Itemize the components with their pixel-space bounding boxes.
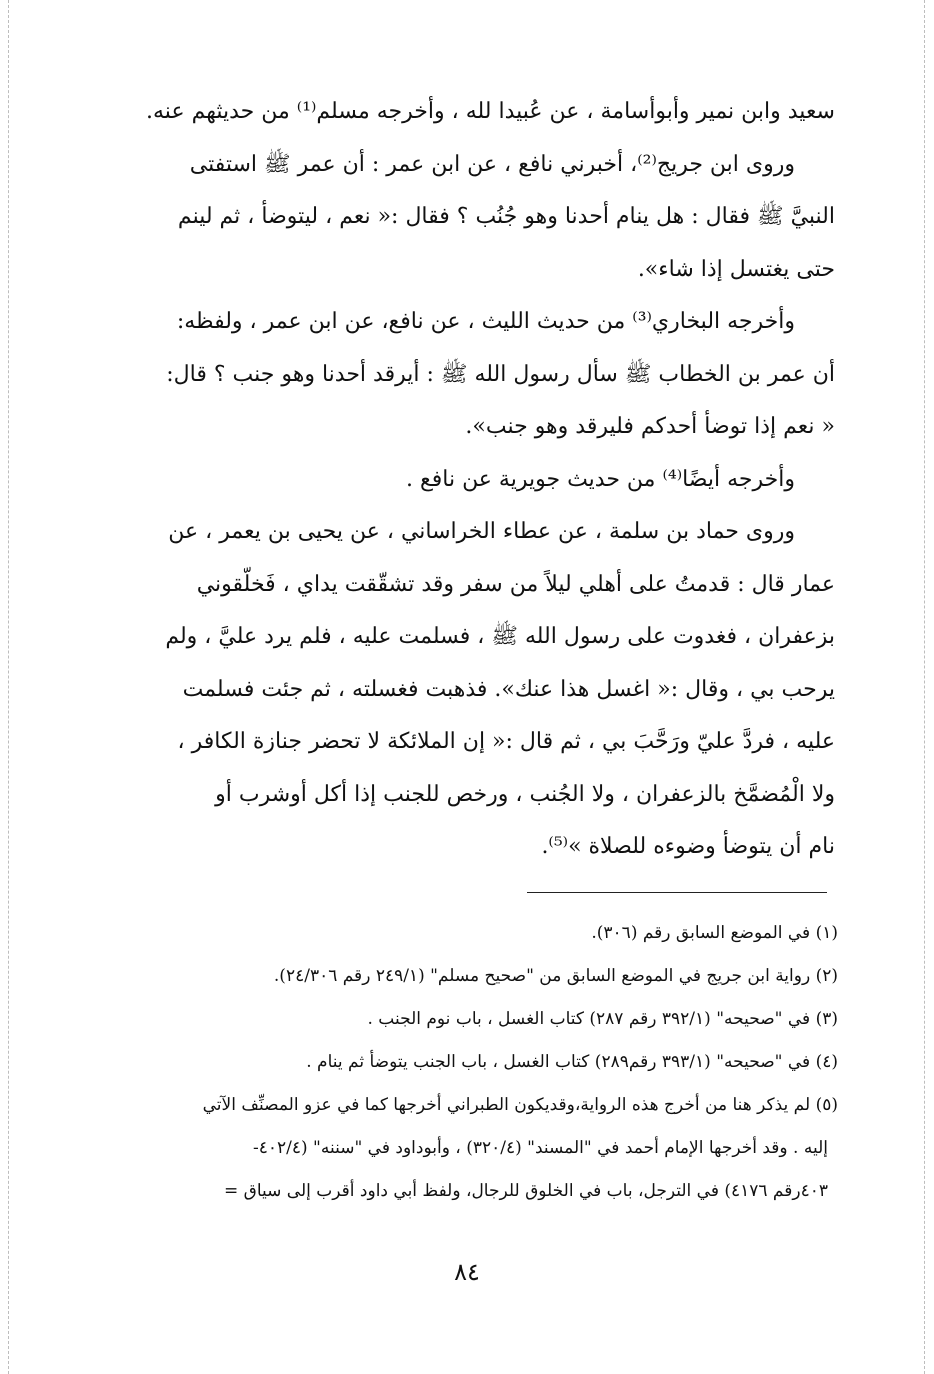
footnote-line: (٣) في "صحيحه" (٣٩٢/١ رقم ٢٨٧) كتاب الغسل ، باب نوم الجنب .: [367, 1009, 838, 1029]
page-number: ٨٤: [454, 1258, 480, 1286]
text-line: حتى يغتسل إذا شاء».: [637, 256, 835, 282]
text-line: بزعفران ، فغدوت على رسول الله ﷺ ، فسلمت عليه ، فلم يرد عليَّ ، ولم: [165, 624, 835, 649]
text-line: وأخرجه أيضًا⁽⁴⁾ من حديث جويرية عن نافع .: [406, 466, 795, 492]
footnote-line: إليه . وقد أخرجها الإمام أحمد في "المسند" (٣٢٠/٤) ، وأبوداود في "سننه" (٤٠٢/٤-: [252, 1138, 828, 1158]
text-line: يرحب بي ، وقال :« اغسل هذا عنك». فذهبت فغسلته ، ثم جئت فسلمت: [182, 676, 835, 702]
text-line: وأخرجه البخاري⁽³⁾ من حديث الليث ، عن نافع، عن ابن عمر ، ولفظه:: [176, 309, 795, 334]
text-line: ولا الْمُضمَّخ بالزعفران ، ولا الجُنب ، ورخص للجنب إذا أكل أوشرب أو: [215, 781, 835, 807]
text-line: عليه ، فردَّ عليّ ورَحَّبَ بي ، ثم قال :« إن الملائكة لا تحضر جنازة الكافر ،: [177, 729, 835, 754]
text-line: نام أن يتوضأ وضوءه للصلاة »⁽⁵⁾.: [541, 834, 835, 859]
footnote-line: (٢) رواية ابن جريج في الموضع السابق من "صحيح مسلم" (٢٤٩/١ رقم ٢٤/٣٠٦).: [273, 966, 838, 986]
footnote-line: (٤) في "صحيحه" (٣٩٣/١ رقم٢٨٩) كتاب الغسل ، باب الجنب يتوضأ ثم ينام .: [306, 1052, 838, 1072]
text-line: « نعم إذا توضأ أحدكم فليرقد وهو جنب».: [465, 414, 835, 439]
footnote-separator: [527, 892, 827, 893]
main-text: [105, 86, 835, 874]
footnote-line: ٤٠٣رقم ٤١٧٦) في الترجل، باب في الخلوق للرجال، ولفظ أبي داود أقرب إلى سياق =: [224, 1181, 828, 1201]
text-line: عمار قال : قدمتُ على أهلي ليلاً من سفر وقد تشقّقت يداي ، فَخلّقوني: [196, 571, 835, 597]
text-line: سعيد وابن نمير وأبوأسامة ، عن عُبيدا لله ، وأخرجه مسلم⁽¹⁾ من حديثهم عنه.: [146, 99, 835, 124]
footnotes: [100, 912, 838, 1213]
footnote-line: (٥) لم يذكر هنا من أخرج هذه الرواية،وقديكون الطبراني أخرجها كما في عزو المصنِّف الآتي: [202, 1095, 838, 1115]
text-line: النبيَّ ﷺ فقال : هل ينام أحدنا وهو جُنُب ؟ فقال :« نعم ، ليتوضأ ، ثم لينم: [177, 204, 835, 229]
text-line: وروى ابن جريج⁽²⁾، أخبرني نافع ، عن ابن عمر : أن عمر ﷺ استفتى: [189, 151, 795, 177]
text-line: أن عمر بن الخطاب ﷺ سأل رسول الله ﷺ : أيرقد أحدنا وهو جنب ؟ قال:: [166, 361, 835, 387]
scan-edge-left: [8, 0, 9, 1374]
scan-edge-right: [924, 0, 925, 1374]
footnote-line: (١) في الموضع السابق رقم (٣٠٦).: [591, 923, 838, 943]
text-line: وروى حماد بن سلمة ، عن عطاء الخراساني ، عن يحيى بن يعمر ، عن: [168, 519, 795, 544]
